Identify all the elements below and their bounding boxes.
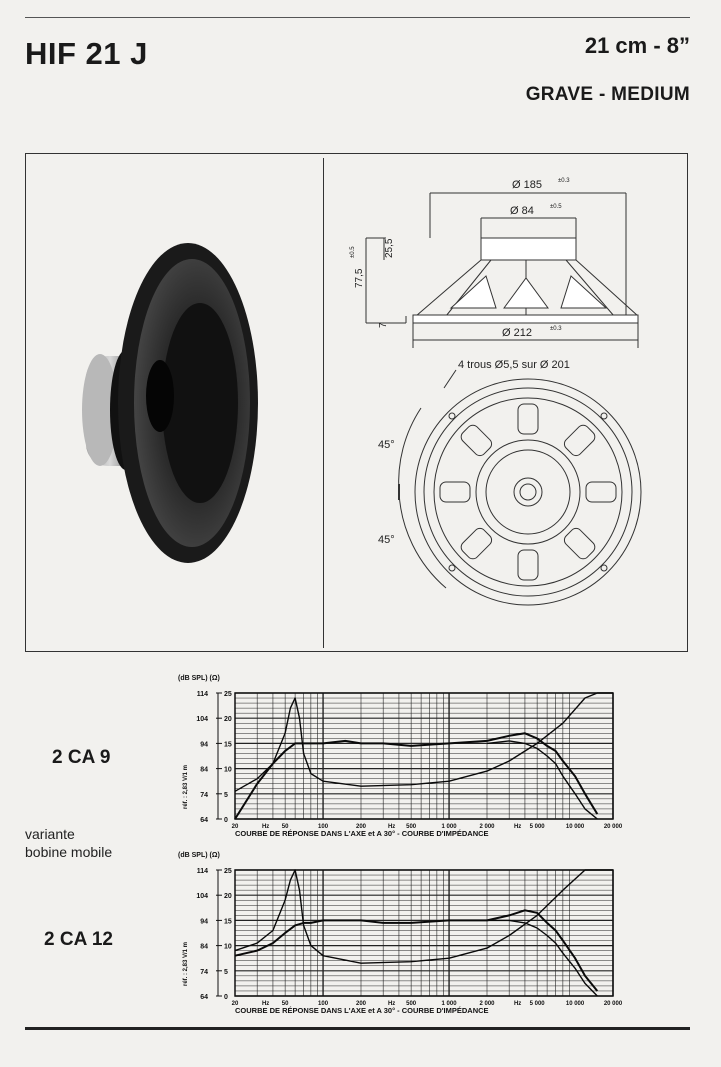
y-tick-ohm: 15 [224, 918, 232, 926]
dim-depth: 77,5 [354, 268, 365, 288]
y-tick-db: 64 [200, 817, 208, 824]
y-tick-db: 104 [196, 893, 208, 901]
dim-outer: Ø 185 [512, 179, 542, 191]
y-tick-db: 114 [196, 691, 208, 698]
x-tick-label: 500 [406, 824, 417, 830]
size-label: 21 cm - 8” [584, 33, 690, 58]
y-tick-db: 94 [200, 741, 208, 749]
series-impedance [235, 870, 613, 963]
x-tick-label: 2 000 [479, 824, 495, 830]
x-tick-label: 200 [355, 1001, 367, 1007]
x-tick-label: 500 [406, 1001, 417, 1007]
x-tick-label: 20 000 [603, 1001, 623, 1007]
y-tick-ohm: 10 [224, 766, 232, 774]
x-tick-label: 1 000 [441, 1001, 457, 1007]
variant-a-name: 2 CA 9 [52, 747, 111, 768]
x-tick-label: 200 [355, 824, 367, 830]
x-axis-label: COURBE DE RÉPONSE DANS L'AXE et A 30° - COURBE D'IMPÉDANCE [235, 1006, 489, 1015]
y-tick-db: 64 [200, 994, 208, 1001]
dim-flange: 7 [378, 322, 389, 328]
dim-frame: Ø 212 [502, 327, 532, 339]
y-tick-db: 84 [200, 943, 208, 951]
variant-note-line1: variante [25, 826, 75, 842]
x-tick-label: 100 [318, 1001, 329, 1007]
y-tick-ohm: 0 [224, 817, 228, 824]
series-response_30 [487, 920, 597, 996]
y-tick-ohm: 15 [224, 741, 232, 749]
angle-bottom: 45° [378, 534, 395, 546]
x-tick-label: 5 000 [529, 824, 545, 830]
variant-b-name: 2 CA 12 [44, 929, 113, 950]
y-tick-db: 114 [196, 868, 208, 875]
model-title: HIF 21 J [25, 36, 148, 71]
variant-note-line2: bobine mobile [25, 844, 113, 860]
series-response_axis [235, 733, 597, 819]
series-response_30 [487, 741, 597, 819]
y-tick-ohm: 20 [224, 716, 232, 724]
y-tick-ohm: 5 [224, 791, 228, 799]
dim-magnet: Ø 84 [510, 205, 534, 217]
y-tick-db: 104 [196, 716, 208, 724]
x-tick-label: 50 [281, 1001, 289, 1007]
usage-label: GRAVE - MEDIUM [525, 84, 690, 105]
x-tick-label: 10 000 [565, 1001, 585, 1007]
chart-units: (dB SPL) (Ω) [178, 852, 220, 859]
front-view [399, 370, 641, 605]
chart-grid [235, 693, 613, 819]
chart-frame [235, 693, 613, 819]
bottom-rule [25, 1027, 690, 1030]
x-tick-label: Hz [387, 824, 396, 830]
response-chart-a [170, 670, 630, 845]
top-rule [25, 17, 690, 18]
y-axis-label: réf. : 2,83 V/1 m [183, 764, 189, 809]
y-tick-ohm: 20 [224, 893, 232, 901]
x-tick-label: Hz [261, 1001, 270, 1007]
angle-top: 45° [378, 439, 395, 451]
dim-magnet-tol: ±0.5 [550, 204, 562, 210]
y-tick-ohm: 25 [224, 868, 232, 875]
y-tick-db: 94 [200, 918, 208, 926]
x-tick-label: 1 000 [441, 824, 457, 830]
y-tick-ohm: 10 [224, 943, 232, 951]
y-tick-db: 84 [200, 766, 208, 774]
y-tick-ohm: 25 [224, 691, 232, 698]
y-tick-ohm: 0 [224, 994, 228, 1001]
x-tick-label: Hz [513, 824, 522, 830]
response-chart-b [170, 847, 630, 1022]
x-tick-label: 2 000 [479, 1001, 495, 1007]
x-tick-label: Hz [387, 1001, 396, 1007]
holes-note: 4 trous Ø5,5 sur Ø 201 [458, 359, 570, 371]
y-tick-db: 74 [200, 968, 208, 976]
x-tick-label: Hz [513, 1001, 522, 1007]
x-tick-label: 100 [318, 824, 329, 830]
dimension-drawing [326, 158, 686, 648]
frame-divider [323, 158, 324, 648]
x-tick-label: 20 000 [603, 824, 623, 830]
side-view [366, 193, 638, 348]
x-tick-label: 5 000 [529, 1001, 545, 1007]
y-tick-db: 74 [200, 791, 208, 799]
dim-outer-tol: ±0.3 [558, 178, 570, 184]
dim-magnet-height: 25,5 [384, 238, 395, 258]
y-axis-label: réf. : 2,83 V/1 m [183, 941, 189, 986]
x-tick-label: Hz [261, 824, 270, 830]
series-impedance [235, 693, 613, 791]
speaker-photo [30, 160, 320, 645]
dim-frame-tol: ±0.3 [550, 326, 562, 332]
x-tick-label: 10 000 [565, 824, 585, 830]
variant-note [25, 825, 112, 861]
x-axis-label: COURBE DE RÉPONSE DANS L'AXE et A 30° - COURBE D'IMPÉDANCE [235, 829, 489, 838]
chart-units: (dB SPL) (Ω) [178, 675, 220, 682]
x-tick-label: 50 [281, 824, 289, 830]
x-tick-label: 20 [231, 1001, 239, 1007]
y-tick-ohm: 5 [224, 968, 228, 976]
dim-depth-tol: ±0.5 [350, 246, 356, 258]
x-tick-label: 20 [231, 824, 239, 830]
